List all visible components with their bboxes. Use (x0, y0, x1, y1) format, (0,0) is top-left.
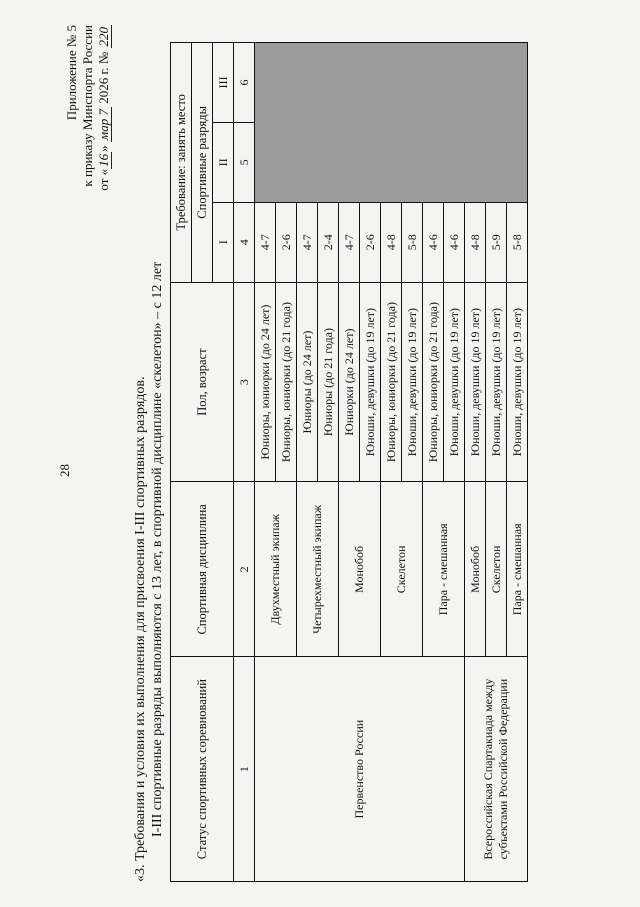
rank-i-cell: 4-7 (255, 202, 276, 282)
age-cell: Юниоры, юниорки (до 21 года) (276, 282, 297, 482)
rank-i-cell: 4-7 (339, 202, 360, 282)
age-cell: Юноши, девушки (до 19 лет) (402, 282, 423, 482)
rank-i-cell: 2-6 (276, 202, 297, 282)
shaded-area (255, 43, 528, 203)
col-number: 6 (234, 43, 255, 123)
discipline-cell: Четырехместный экипаж (297, 482, 339, 657)
appendix-block (64, 25, 112, 191)
discipline-cell: Пара - смешанная (423, 482, 465, 657)
intro-text (132, 32, 166, 882)
header-age: Пол, возраст (171, 282, 234, 482)
age-cell: Юниоры (до 24 лет) (297, 282, 318, 482)
col-number: 4 (234, 202, 255, 282)
discipline-cell: Скелетон (381, 482, 423, 657)
header-rank-1: I (213, 202, 234, 282)
rank-i-cell: 4-6 (423, 202, 444, 282)
date-mid: » (96, 142, 111, 152)
order-number: 220 (96, 27, 111, 47)
intro-line-1: «3. Требования и условия их выполнения для присвоения I-III спортивных разрядов. (133, 376, 148, 882)
appendix-order-ref: к приказу Минспорта России (80, 25, 95, 187)
header-requirement: Требование: занять место (171, 43, 192, 283)
rank-i-cell: 4-7 (297, 202, 318, 282)
age-cell: Юниорки (до 24 лет) (339, 282, 360, 482)
age-cell: Юниоры (до 21 года) (318, 282, 339, 482)
age-cell: Юниоры, юниорки (до 24 лет) (255, 282, 276, 482)
appendix-date-line (96, 25, 112, 191)
appendix-title: Приложение № 5 (64, 25, 79, 121)
discipline-cell: Монобоб (465, 482, 486, 657)
date-month: мар 7 (96, 109, 111, 141)
col-number: 3 (234, 282, 255, 482)
date-year: 2026 г. № (96, 48, 111, 108)
column-numbers-row (234, 43, 255, 882)
age-cell: Юноши, девушки (до 19 лет) (360, 282, 381, 482)
header-discipline: Спортивная дисциплина (171, 482, 234, 657)
age-cell: Юноши, девушки (до 19 лет) (444, 282, 465, 482)
discipline-cell: Пара - смешанная (507, 482, 528, 657)
header-ranks: Спортивные разряды (192, 43, 213, 283)
discipline-cell: Скелетон (486, 482, 507, 657)
col-number: 5 (234, 122, 255, 202)
header-rank-3: III (213, 43, 234, 123)
rank-i-cell: 5-8 (402, 202, 423, 282)
table-row (255, 43, 276, 882)
rank-i-cell: 2-6 (360, 202, 381, 282)
rank-i-cell: 4-8 (465, 202, 486, 282)
rank-i-cell: 4-8 (381, 202, 402, 282)
header-rank-2: II (213, 122, 234, 202)
status-cell: Всероссийская Спартакиада между субъектами Российской Федерации (465, 657, 528, 882)
requirements-table (170, 42, 528, 882)
rank-i-cell: 5-8 (507, 202, 528, 282)
intro-line-2: I-III спортивные разряды выполняются с 13 лет, в спортивной дисциплине «скелетон» – с 12 лет (150, 261, 165, 837)
age-cell: Юноши, девушки (до 19 лет) (507, 282, 528, 482)
status-cell: Первенство России (255, 657, 465, 882)
col-number: 1 (234, 657, 255, 882)
discipline-cell: Монобоб (339, 482, 381, 657)
discipline-cell: Двухместный экипаж (255, 482, 297, 657)
header-status: Статус спортивных соревнований (171, 657, 234, 882)
age-cell: Юниоры, юниорки (до 21 года) (381, 282, 402, 482)
date-day: 16 (96, 153, 111, 167)
col-number: 2 (234, 482, 255, 657)
rank-i-cell: 5-9 (486, 202, 507, 282)
page-number: 28 (57, 464, 72, 477)
age-cell: Юниоры, юниорки (до 21 года) (423, 282, 444, 482)
age-cell: Юноши, девушки (до 19 лет) (465, 282, 486, 482)
rank-i-cell: 4-6 (444, 202, 465, 282)
date-prefix: от « (96, 168, 111, 191)
rank-i-cell: 2-4 (318, 202, 339, 282)
age-cell: Юноши, девушки (до 19 лет) (486, 282, 507, 482)
